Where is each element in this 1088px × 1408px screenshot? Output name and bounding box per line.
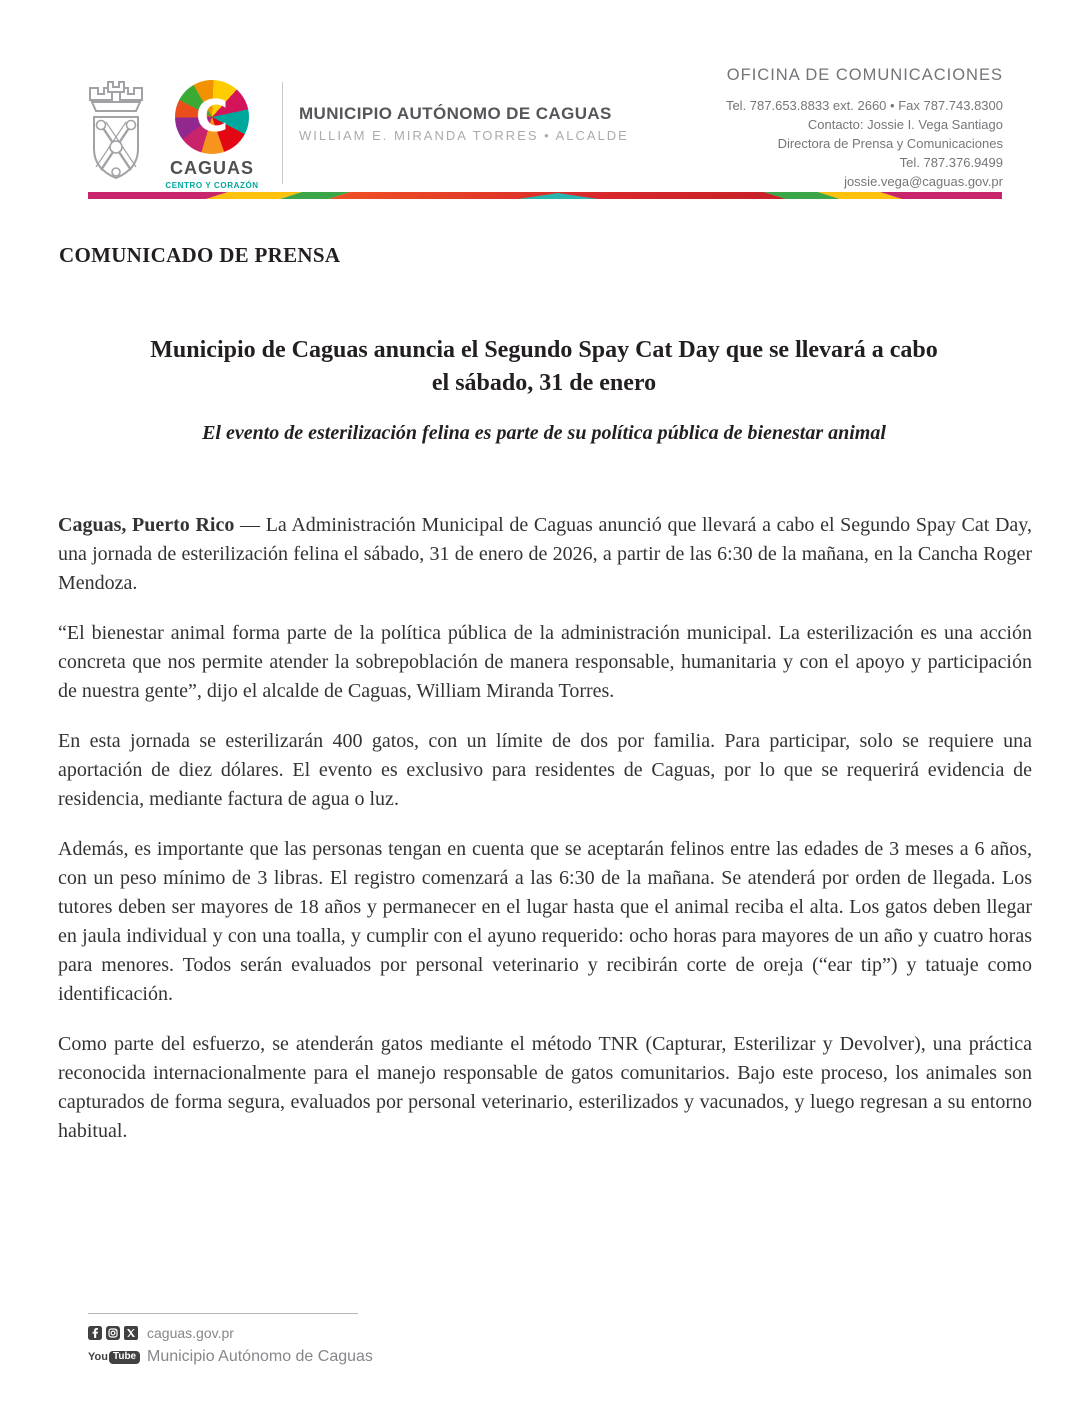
instagram-icon[interactable] [106, 1326, 120, 1340]
caguas-tagline-line1: CENTRO Y CORAZÓN [165, 181, 259, 190]
footer-youtube-row [88, 1348, 488, 1366]
footer [88, 1313, 488, 1366]
office-title: OFICINA DE COMUNICACIONES [726, 66, 1003, 84]
youtube-icon[interactable] [88, 1351, 144, 1364]
paragraph-2: “El bienestar animal forma parte de la política pública de la administración municipal. La esterilización es una acción concreta que nos permite atender la sobrepoblación de manera responsable, humanitaria y con el apoyo y participación de nuestra gente”, dijo el alcalde de Caguas, William Miranda Torres. [58, 622, 1032, 702]
footer-divider [88, 1313, 358, 1314]
letterhead-divider [282, 82, 283, 184]
social-icons [88, 1326, 144, 1340]
caguas-c-letter: C [195, 91, 229, 142]
caguas-logo [158, 80, 266, 200]
paragraph-1 [58, 511, 1032, 598]
office-contact: Contacto: Jossie I. Vega Santiago [807, 117, 1003, 132]
office-role: Directora de Prensa y Comunicaciones [777, 136, 1003, 151]
document-title-line2: el sábado, 31 de enero [431, 370, 657, 396]
communications-office-block [726, 66, 1003, 191]
office-phone2: Tel. 787.376.9499 [899, 155, 1003, 170]
paragraph-5: Como parte del esfuerzo, se atenderán gatos mediante el método TNR (Capturar, Esterilizar y Devolver), una práctica reconocida internacionalmente para el manejo responsable de gatos comunitarios. Bajo este proceso, los animales son capturados de forma segura, evaluados por personal veterinario, esterilizados y vacunados, y luego regresan a su entorno habitual. [58, 1033, 1032, 1142]
mayor-name-line: WILLIAM E. MIRANDA TORRES • ALCALDE [299, 128, 629, 143]
document-body [58, 511, 1032, 1167]
coat-of-arms-icon [84, 80, 148, 188]
youtube-channel-name: Municipio Autónomo de Caguas [147, 1348, 373, 1365]
caguas-wordmark: CAGUAS [169, 158, 254, 178]
paragraph-4: Además, es importante que las personas tengan en cuenta que se aceptarán felinos entre las edades de 3 meses a 6 años, con un peso mínimo de 3 libras. El registro comenzará a las 6:30 de la mañana. Se atenderá por orden de llegada. Los tutores deben ser mayores de 18 años y permanecer en el lugar hasta que el animal reciba el alta. Los gatos deben llegar en jaula individual y con una toalla, y cumplir con el ayuno requerido: ocho horas para mayores de un año y cuatro horas para menores. Todos serán evaluados por personal veterinario y recibirán corte de oreja (“ear tip”) y tatuaje como identificación. [58, 838, 1032, 1005]
footer-social-row [88, 1325, 488, 1341]
brand-stripe [88, 192, 1002, 199]
paragraph-3: En esta jornada se esterilizarán 400 gatos, con un límite de dos por familia. Para participar, solo se requiere una aportación de diez dólares. El evento es exclusivo para residentes de Caguas, por lo que se requerirá evidencia de residencia, mediante factura de agua o luz. [58, 730, 1032, 810]
document-subtitle: El evento de esterilización felina es parte de su política pública de bienestar animal [202, 422, 886, 444]
x-icon[interactable] [124, 1326, 138, 1340]
municipality-block [299, 104, 629, 143]
office-phone-fax: Tel. 787.653.8833 ext. 2660 • Fax 787.743.8300 [725, 98, 1003, 113]
document-title [56, 334, 1032, 400]
paragraph-1-text: — La Administración Municipal de Caguas anunció que llevará a cabo el Segundo Spay Cat Day, una jornada de esterilización felina el sábado, 31 de enero de 2026, a partir de las 6:30 de la mañana, en la Cancha Roger Mendoza. [58, 514, 1033, 594]
website-link[interactable]: caguas.gov.pr [147, 1325, 234, 1341]
press-release-kicker: COMUNICADO DE PRENSA [59, 243, 341, 267]
facebook-icon[interactable] [88, 1326, 102, 1340]
office-email-link[interactable]: jossie.vega@caguas.gov.pr [844, 174, 1003, 189]
caguas-c-icon [175, 80, 249, 154]
document-title-line1: Municipio de Caguas anuncia el Segundo Spay Cat Day que se llevará a cabo [150, 337, 938, 363]
letterhead-brand [84, 80, 629, 200]
municipality-name: MUNICIPIO AUTÓNOMO DE CAGUAS [299, 104, 612, 123]
youtube-you-text: You [88, 1351, 108, 1363]
dateline: Caguas, Puerto Rico [58, 514, 235, 536]
youtube-tube-badge: Tube [109, 1351, 140, 1364]
